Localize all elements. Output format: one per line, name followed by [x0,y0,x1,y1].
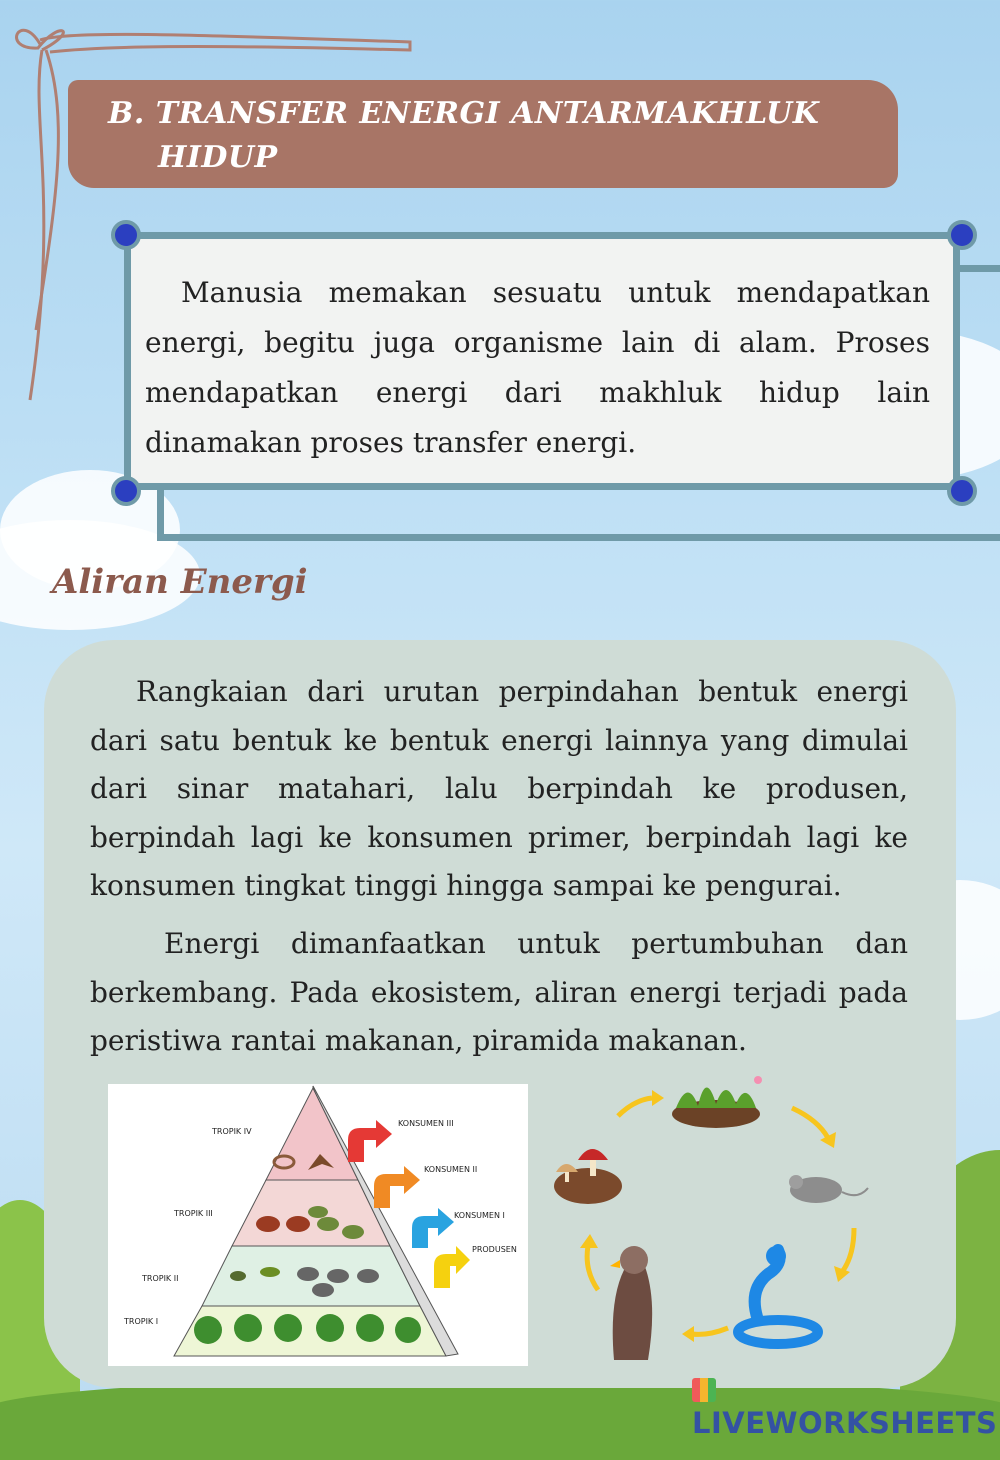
corner-dot-icon [111,476,141,506]
mushroom-decomposer-icon [554,1149,622,1204]
liveworksheets-logo [692,1372,1000,1440]
corner-dot-icon [947,476,977,506]
cycle-arrow-icon [792,1108,828,1138]
arrow-icon [412,1208,454,1248]
hawk-icon [610,1246,652,1360]
mouse-icon [789,1175,868,1203]
corner-dot-icon [111,220,141,250]
intro-text: Manusia memakan sesuatu untuk mendapatkan energi, begitu juga organisme lain di alam. Proses mendapatkan energi dari makhluk hidup lain dinamakan proses transfer energi. [145,276,930,459]
food-cycle-diagram [548,1060,878,1370]
consumer-label: KONSUMEN II [424,1165,478,1174]
cycle-arrow-icon [618,1098,652,1116]
corner-dot-icon [947,220,977,250]
page-title [108,92,848,180]
grass-soil-icon [672,1076,762,1128]
consumer-label: KONSUMEN III [398,1119,454,1128]
food-pyramid-diagram [108,1084,528,1366]
arrow-icon [374,1166,420,1208]
arrow-icon [348,1120,392,1162]
cycle-arrow-icon [692,1328,728,1334]
producer-label: PRODUSEN [472,1245,517,1254]
snake-icon [738,1246,818,1344]
arrow-icon [434,1246,470,1288]
page-title-line1: B. TRANSFER ENERGI ANTARMAKHLUK [108,96,820,131]
paragraph-energy-use: Energi dimanfaatkan untuk pertumbuhan dan berkembang. Pada ekosistem, aliran energi terjadi pada peristiwa rantai makanan, piramida makanan. [90,927,908,1057]
cycle-arrow-icon [587,1246,598,1290]
page-title-line2: HIDUP [158,140,278,175]
tropik-label: TROPIK I [124,1317,159,1326]
consumer-label: KONSUMEN I [454,1211,505,1220]
tropik-label: TROPIK III [174,1209,213,1218]
section-heading: Aliran Energi [52,562,308,602]
liveworksheets-badge-icon [692,1378,716,1402]
cycle-arrow-icon [842,1228,854,1272]
tropik-label: TROPIK II [142,1274,179,1283]
paragraph-energy-flow: Rangkaian dari urutan perpindahan bentuk energi dari satu bentuk ke bentuk energi lainnya yang dimulai dari sinar matahari, lalu berpindah ke produsen, berpindah lagi ke konsumen primer, berpindah lagi ke konsumen tingkat tinggi hingga sampai ke pengurai. [90,675,908,902]
tropik-label: TROPIK IV [212,1127,252,1136]
liveworksheets-logo-text: LIVEWORKSHEETS [692,1406,998,1440]
